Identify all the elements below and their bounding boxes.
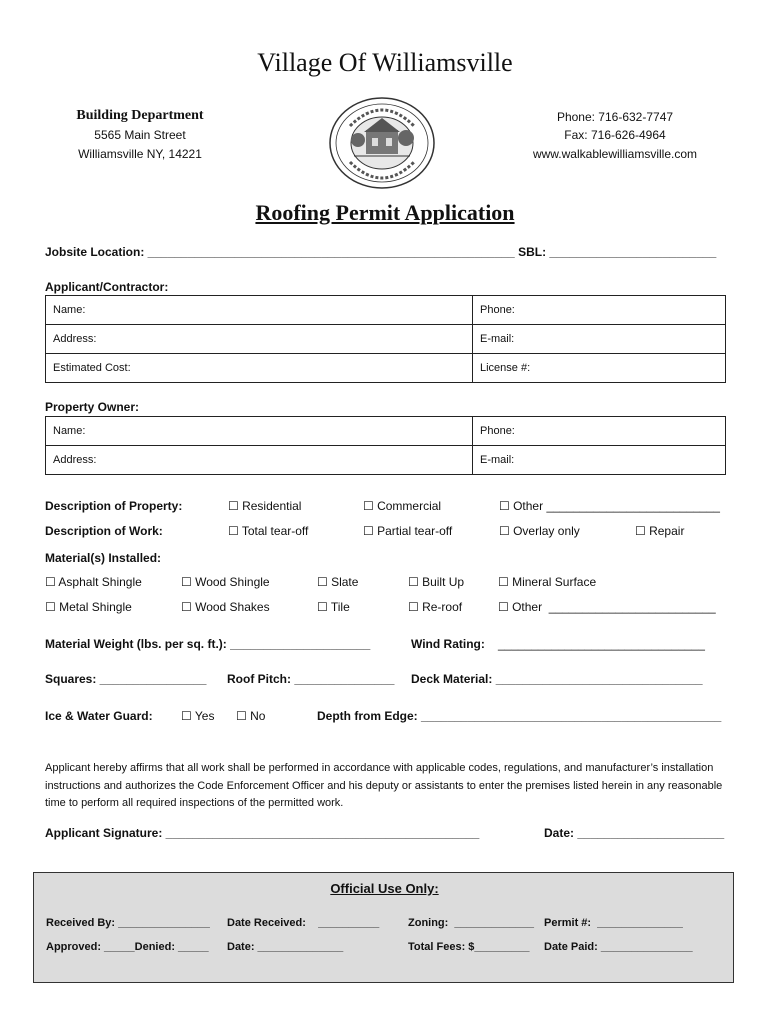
license-field[interactable]: License #: — [473, 354, 726, 383]
deck-material-field[interactable]: Deck Material: _______________________________ — [411, 672, 703, 686]
property-description-label: Description of Property: — [45, 499, 183, 513]
ice-guard-no-checkbox[interactable]: ☐ No — [236, 709, 266, 723]
affirmation-text: Applicant hereby affirms that all work shall be performed in accordance with applicable codes, regulations, and manufacturer’s installation instructions and authorizes the Code Enforcement Officer and his deputy or assistants to enter the premises listed herein in any reasonable time to perform all required inspections of the permitted work. — [45, 762, 723, 809]
wind-rating-label: Wind Rating: — [411, 637, 485, 651]
overlay-only-checkbox[interactable]: ☐ Overlay only — [499, 524, 580, 538]
phone-number: Phone: 716-632-7747 — [556, 110, 674, 124]
table-row — [46, 446, 726, 475]
ice-water-guard-label: Ice & Water Guard: — [45, 709, 153, 723]
applicant-table — [45, 295, 726, 383]
owner-address-field[interactable]: Address: — [46, 446, 473, 475]
roof-pitch-field[interactable]: Roof Pitch: _______________ — [227, 672, 395, 686]
signature-date-field[interactable]: Date: ______________________ — [544, 826, 725, 840]
residential-checkbox[interactable]: ☐ Residential — [228, 499, 302, 513]
partial-tear-off-checkbox[interactable]: ☐ Partial tear-off — [363, 524, 453, 538]
owner-phone-field[interactable]: Phone: — [473, 417, 726, 446]
depth-from-edge-field[interactable]: Depth from Edge: _____________________________________________ — [317, 709, 722, 723]
mineral-surface-checkbox[interactable]: ☐ Mineral Surface — [498, 575, 597, 589]
fax-number: Fax: 716-626-4964 — [564, 128, 666, 142]
owner-name-field[interactable]: Name: — [46, 417, 473, 446]
website: www.walkablewilliamsville.com — [532, 147, 698, 161]
other-material-checkbox[interactable]: ☐ Other _________________________ — [498, 600, 716, 614]
applicant-name-field[interactable]: Name: — [46, 296, 473, 325]
zoning-field[interactable]: Zoning: _____________ — [408, 917, 534, 929]
village-seal-icon — [328, 96, 436, 190]
street-address: 5565 Main Street — [94, 128, 186, 142]
estimated-cost-field[interactable]: Estimated Cost: — [46, 354, 473, 383]
re-roof-checkbox[interactable]: ☐ Re-roof — [408, 600, 463, 614]
owner-email-field[interactable]: E-mail: — [473, 446, 726, 475]
approved-denied-field[interactable]: Approved: _____Denied: _____ — [46, 941, 209, 953]
department-name: Building Department — [76, 108, 204, 123]
commercial-checkbox[interactable]: ☐ Commercial — [363, 499, 442, 513]
table-row — [46, 296, 726, 325]
city-address: Williamsville NY, 14221 — [78, 147, 202, 161]
form-title: Roofing Permit Application — [255, 200, 515, 225]
applicant-signature-field[interactable]: Applicant Signature: _______________________________________________ — [45, 826, 480, 840]
ice-guard-yes-checkbox[interactable]: ☐ Yes — [181, 709, 215, 723]
official-date-field[interactable]: Date: ______________ — [227, 941, 344, 953]
applicant-address-field[interactable]: Address: — [46, 325, 473, 354]
repair-checkbox[interactable]: ☐ Repair — [635, 524, 685, 538]
owner-heading: Property Owner: — [45, 400, 140, 414]
table-row — [46, 325, 726, 354]
slate-checkbox[interactable]: ☐ Slate — [317, 575, 359, 589]
applicant-heading: Applicant/Contractor: — [45, 280, 169, 294]
village-title: Village Of Williamsville — [257, 48, 513, 77]
received-by-field[interactable]: Received By: _______________ — [46, 917, 210, 929]
official-use-box — [33, 872, 734, 983]
wood-shingle-checkbox[interactable]: ☐ Wood Shingle — [181, 575, 270, 589]
work-description-label: Description of Work: — [45, 524, 163, 538]
official-use-title: Official Use Only: — [330, 881, 439, 896]
permit-number-field[interactable]: Permit #: ______________ — [544, 917, 683, 929]
applicant-phone-field[interactable]: Phone: — [473, 296, 726, 325]
other-property-checkbox[interactable]: ☐ Other __________________________ — [499, 499, 720, 513]
materials-label: Material(s) Installed: — [45, 551, 162, 565]
table-row — [46, 417, 726, 446]
table-row — [46, 354, 726, 383]
tile-checkbox[interactable]: ☐ Tile — [317, 600, 350, 614]
asphalt-shingle-checkbox[interactable]: ☐ Asphalt Shingle — [45, 575, 142, 589]
wind-rating-field[interactable]: _______________________________ — [498, 637, 705, 651]
total-tear-off-checkbox[interactable]: ☐ Total tear-off — [228, 524, 309, 538]
date-paid-field[interactable]: Date Paid: _______________ — [544, 941, 693, 953]
metal-shingle-checkbox[interactable]: ☐ Metal Shingle — [45, 600, 132, 614]
date-received-field[interactable]: Date Received: __________ — [227, 917, 380, 929]
total-fees-field[interactable]: Total Fees: $_________ — [408, 941, 530, 953]
owner-table — [45, 416, 726, 475]
jobsite-location-field[interactable]: Jobsite Location: _______________________________________________________ SBL: _________________________ — [45, 245, 717, 259]
material-weight-field[interactable]: Material Weight (lbs. per sq. ft.): _____________________ — [45, 637, 371, 651]
wood-shakes-checkbox[interactable]: ☐ Wood Shakes — [181, 600, 270, 614]
built-up-checkbox[interactable]: ☐ Built Up — [408, 575, 465, 589]
applicant-email-field[interactable]: E-mail: — [473, 325, 726, 354]
squares-field[interactable]: Squares: ________________ — [45, 672, 207, 686]
